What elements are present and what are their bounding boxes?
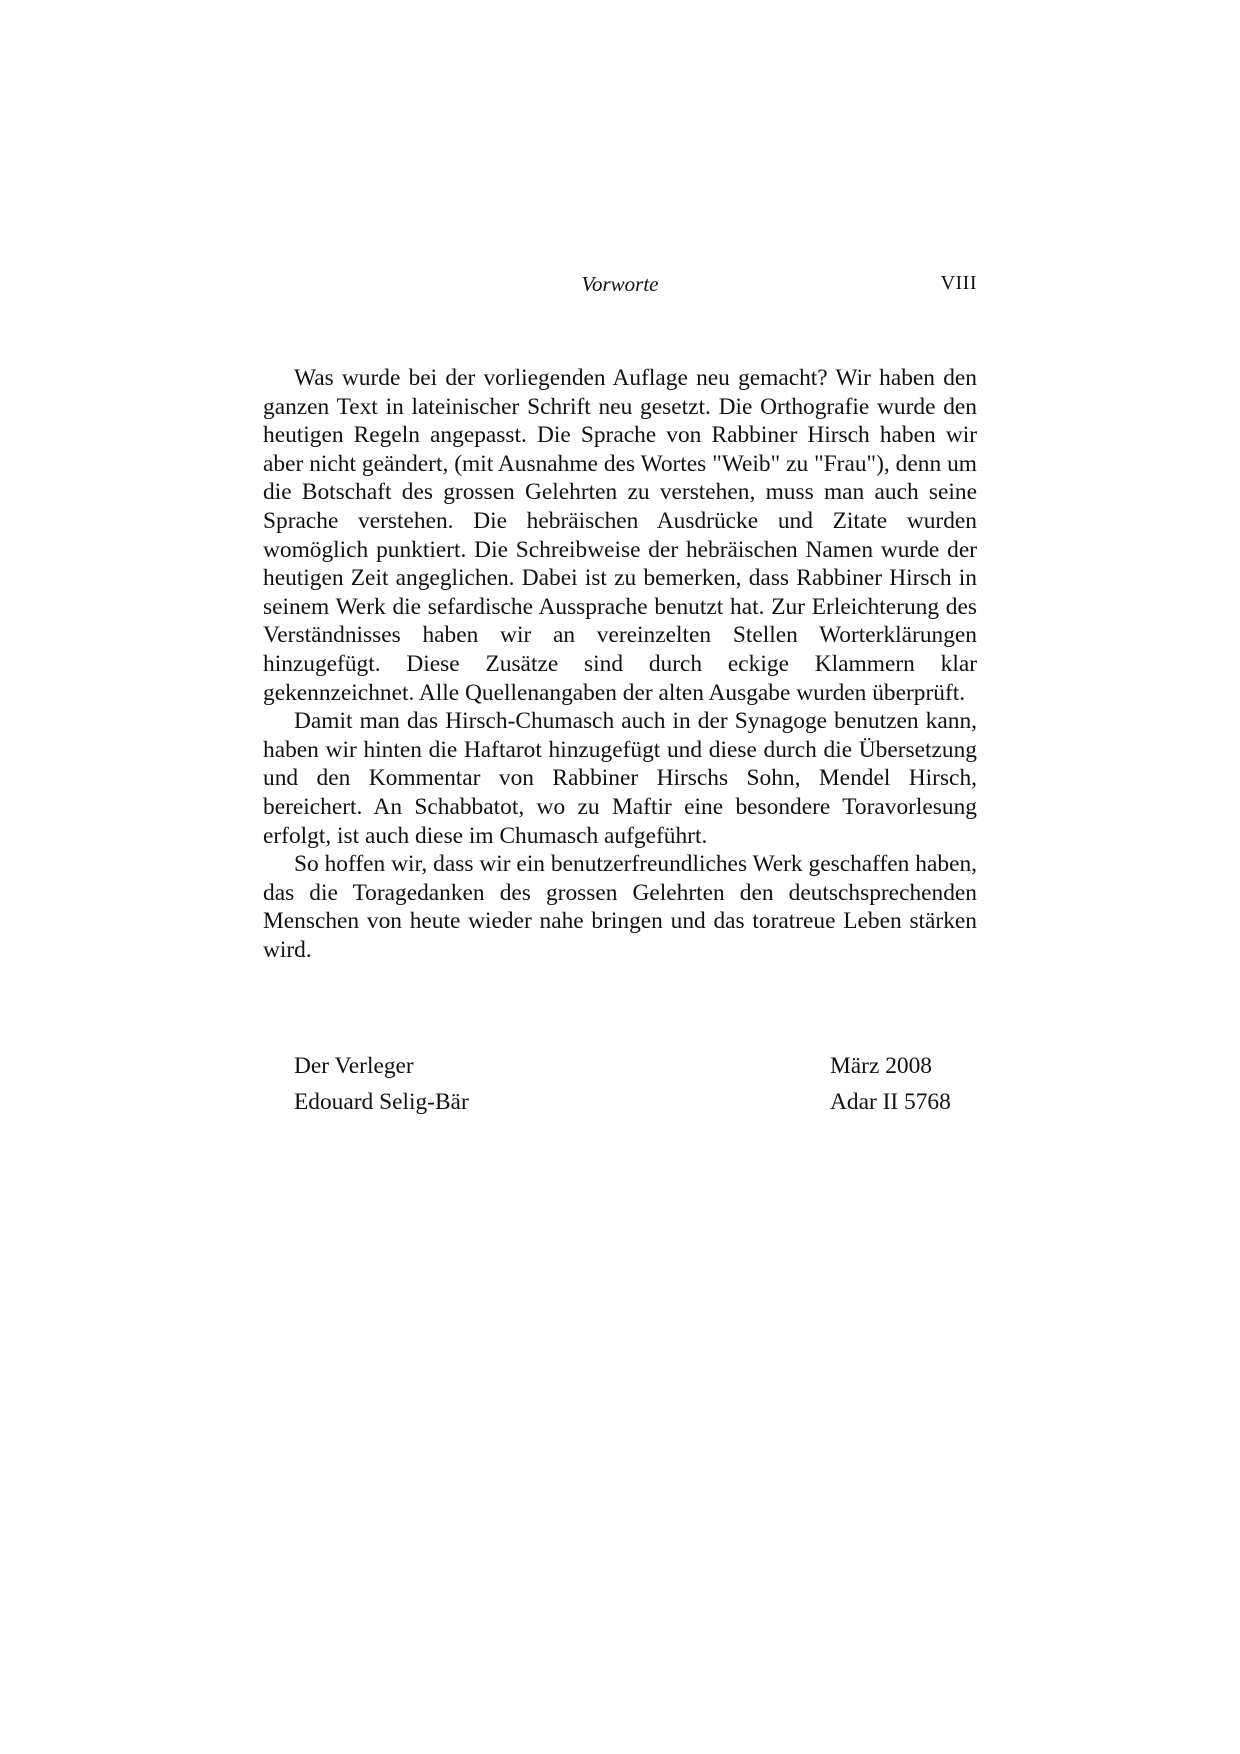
signature-role: Der Verleger — [294, 1053, 414, 1079]
paragraph-3: So hoffen wir, dass wir ein benutzerfreundliches Werk geschaffen haben, das die Toragedanken des grossen Gelehrten den deutschsprechenden Menschen von heute wieder nahe bringen und das toratreue Leben stärken wird. — [263, 851, 977, 963]
signature-row-1 — [294, 1048, 974, 1084]
body-text — [263, 364, 977, 964]
signature-date-hebrew: Adar II 5768 — [830, 1089, 951, 1115]
section-title: Vorworte — [581, 272, 659, 296]
page-number: VIII — [940, 272, 977, 294]
signature-row-2 — [294, 1084, 974, 1120]
running-head — [0, 272, 1240, 302]
paragraph-1: Was wurde bei der vorliegenden Auflage neu gemacht? Wir haben den ganzen Text in lateinischer Schrift neu gesetzt. Die Orthografie wurde den heutigen Regeln angepasst. Die Sprache von Rabbiner Hirsch haben wir aber nicht geändert, (mit Ausnahme des Wortes "Weib" zu "Frau"), denn um die Botschaft des grossen Gelehrten zu verstehen, muss man auch seine Sprache verstehen. Die hebräischen Ausdrücke und Zitate wurden womöglich punktiert. Die Schreibweise der hebräischen Namen wurde der heutigen Zeit angeglichen. Dabei ist zu bemerken, dass Rabbiner Hirsch in seinem Werk die sefardische Aussprache benutzt hat. Zur Erleichterung des Verständnisses haben wir an vereinzelten Stellen Worterklärungen hinzugefügt. Diese Zusätze sind durch eckige Klammern klar gekennzeichnet. Alle Quellenangaben der alten Ausgabe wurden überprüft. — [263, 365, 977, 706]
paragraph-2: Damit man das Hirsch-Chumasch auch in der Synagoge benutzen kann, haben wir hinten die Haftarot hinzugefügt und diese durch die Übersetzung und den Kommentar von Rabbiner Hirschs Sohn, Mendel Hirsch, bereichert. An Schabbatot, wo zu Maftir eine besondere Toravorlesung erfolgt, ist auch diese im Chumasch aufgeführt. — [263, 708, 977, 849]
signature-date-gregorian: März 2008 — [830, 1053, 932, 1079]
signature-block — [294, 1048, 974, 1120]
signature-name: Edouard Selig-Bär — [294, 1089, 469, 1115]
